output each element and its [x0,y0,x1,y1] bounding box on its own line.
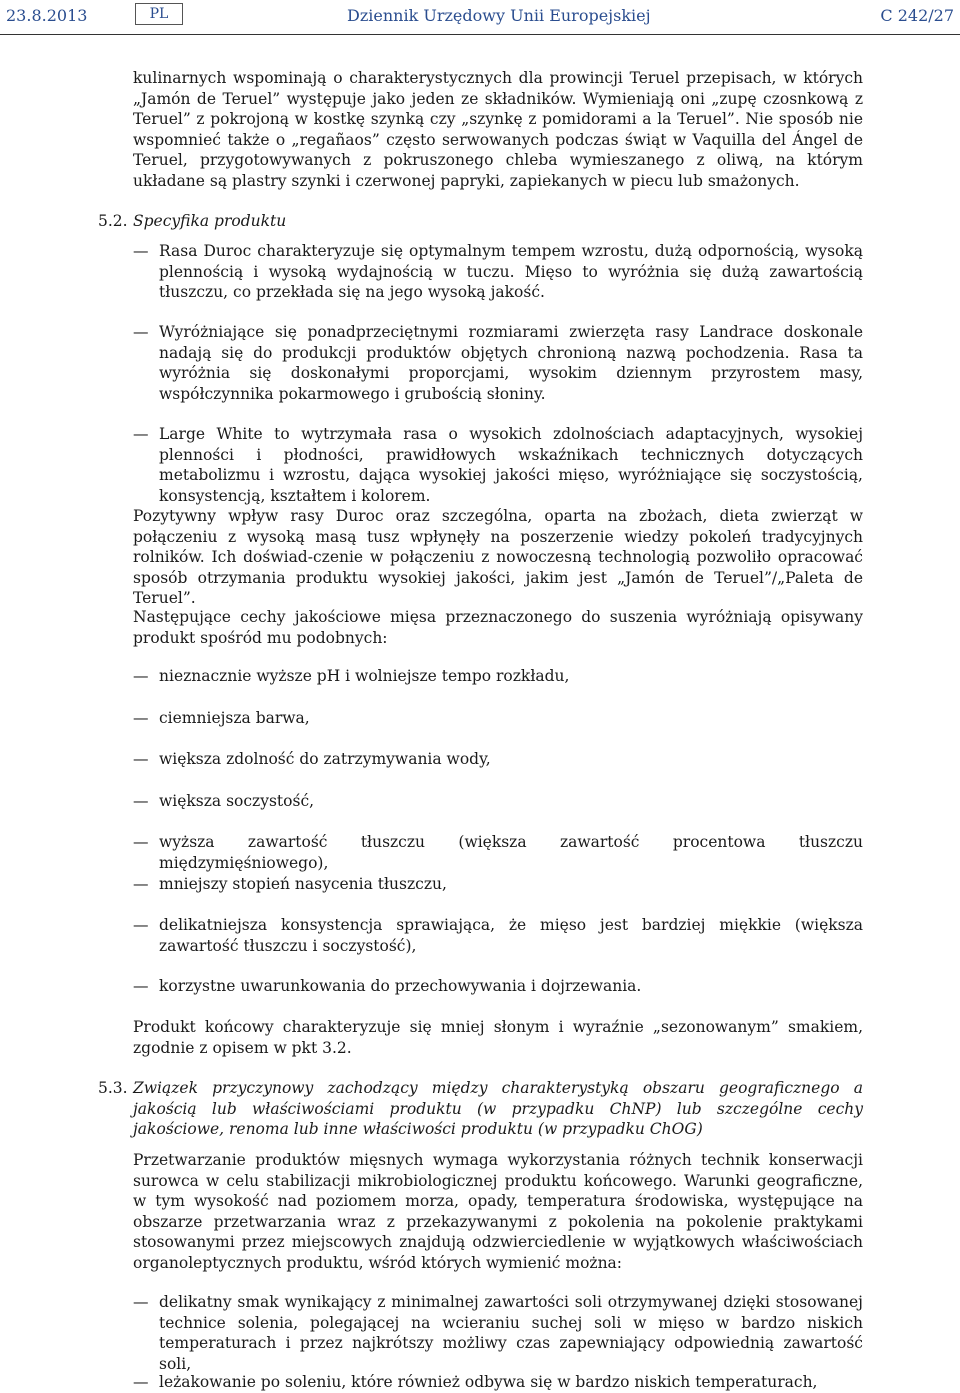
list-item [133,424,863,506]
header-divider [0,34,960,35]
list-item-text: Wyróżniające się ponadprzeciętnymi rozmiarami zwierzęta rasy Landrace doskonale nadają się do produkcji produktów objętych chronioną nazwą pochodzenia. Rasa ta wyróżnia się doskonałymi proporcjami, wysokim dziennym przyrostem masy, współczynnika pokarmowego i grubością słoniny. [159,323,863,403]
dash-marker: — [133,792,149,810]
list-item [133,874,863,895]
dash-marker: — [133,833,149,851]
dash-marker: — [133,977,149,995]
section-5-3-number: 5.3. [98,1079,128,1097]
list-item-text: wyższa zawartość tłuszczu (większa zawartość procentowa tłuszczu międzymięśniowego), [159,833,863,872]
list-item [133,915,863,956]
list-item-text: mniejszy stopień nasycenia tłuszczu, [159,875,447,893]
section-5-2-number: 5.2. [98,212,128,230]
list-item [133,749,863,770]
dash-marker: — [133,242,149,260]
list-item-text: Large White to wytrzymała rasa o wysokich zdolnościach adaptacyjnych, wysokiej plenności i płodności, prawidłowych wskaźnikach technicznych dotyczących metabolizmu i wzrostu, dająca wysokiej jakości mięso, wyróżniające się soczystością, konsystencją, kształtem i kolorem. [159,425,863,505]
journal-title: Dziennik Urzędowy Unii Europejskiej [347,6,651,25]
list-item-text: ciemniejsza barwa, [159,709,310,727]
list-item-text: Rasa Duroc charakteryzuje się optymalnym tempem wzrostu, dużą odpornością, wysoką plennością i wysoką wydajnością w tuczu. Mięso to wyróżnia się dużą zawartością tłuszczu, co przekłada się na jego wysoką jakość. [159,242,863,301]
body-paragraph: Pozytywny wpływ rasy Duroc oraz szczególna, oparta na zbożach, dieta zwierząt w połączeniu z wysoką masą tusz wpłynęły na poszerzenie wiedzy pokoleń tradycyjnych rolników. Ich doświad-czenie w połączeniu z nowoczesną technologią pozwoliło opracować sposób otrzymania produktu wysokiej jakości, jakim jest „Jamón de Teruel”/„Paleta de Teruel”. [133,507,863,607]
page-header [0,0,960,34]
dash-marker: — [133,750,149,768]
dash-marker: — [133,1373,149,1391]
section-5-2-title: Specyfika produktu [133,212,287,230]
dash-marker: — [133,323,149,341]
list-item-text: delikatny smak wynikający z minimalnej zawartości soli otrzymywanej dzięki stosowanej technice solenia, polegającej na wcieraniu suchej soli w mięso w bardzo niskich temperaturach i przez najkrótszy możliwy czas zapewniający odpowiednią zawartość soli, [159,1293,863,1373]
list-item-text: leżakowanie po soleniu, które również odbywa się w bardzo niskich temperaturach, [159,1373,818,1391]
section-5-3-title: Związek przyczynowy zachodzący między charakterystyką obszaru geograficznego a jakością lub właściwościami produktu (w przypadku ChNP) lub szczególne cechy jakościowe, renoma lub inne właściwości produktu (w przypadku ChOG) [133,1079,863,1138]
list-item [133,832,863,873]
body-paragraph: Produkt końcowy charakteryzuje się mniej słonym i wyraźnie „sezonowanym” smakiem, zgodnie z opisem w pkt 3.2. [133,1018,863,1057]
list-item [133,1292,863,1374]
dash-marker: — [133,667,149,685]
dash-marker: — [133,425,149,443]
body-paragraph: Przetwarzanie produktów mięsnych wymaga wykorzystania różnych technik konserwacji surowca w celu stabilizacji mikrobiologicznej produktu końcowego. Warunki geograficzne, w tym wysokość nad poziomem morza, opady, temperatura środowiska, występujące na obszarze przetwarzania wraz z przekazywanymi z pokolenia na pokolenie praktykami stosowanymi przez miejscowych znajdują odzwierciedlenie w wyjątkowych właściwościach organoleptycznych produktu, wśród których wymienić można: [133,1151,863,1272]
language-badge: PL [135,3,183,25]
list-item [133,322,863,404]
list-item [133,708,863,729]
dash-marker: — [133,709,149,727]
body-paragraph: Następujące cechy jakościowe mięsa przeznaczonego do suszenia wyróżniają opisywany produkt spośród mu podobnych: [133,608,863,647]
list-item [133,1372,863,1393]
list-item [133,241,863,303]
publication-date: 23.8.2013 [6,6,88,25]
dash-marker: — [133,875,149,893]
list-item [133,666,863,687]
list-item-text: większa soczystość, [159,792,315,810]
page-reference: C 242/27 [880,6,954,25]
list-item [133,791,863,812]
list-item [133,976,863,997]
list-item-text: korzystne uwarunkowania do przechowywania i dojrzewania. [159,977,642,995]
dash-marker: — [133,1293,149,1311]
intro-paragraph: kulinarnych wspominają o charakterystycznych dla prowincji Teruel przepisach, w których „Jamón de Teruel” występuje jako jeden ze składników. Wymieniają oni „zupę czosnkową z Teruel” z pokrojoną w kostkę szynką czy „szynkę z pomidorami a la Teruel”. Nie sposób nie wspomnieć także o „regañaos” często serwowanych podczas świąt w Vaquilla del Ángel de Teruel, przygotowywanych z pokruszonego chleba wymieszanego z oliwą, na którym układane są plastry szynki i czerwonej papryki, zapiekanych w piecu lub smażonych. [133,69,863,190]
list-item-text: nieznacznie wyższe pH i wolniejsze tempo rozkładu, [159,667,570,685]
list-item-text: większa zdolność do zatrzymywania wody, [159,750,491,768]
dash-marker: — [133,916,149,934]
list-item-text: delikatniejsza konsystencja sprawiająca, że mięso jest bardziej miękkie (większa zawartość tłuszczu i soczystość), [159,916,863,955]
